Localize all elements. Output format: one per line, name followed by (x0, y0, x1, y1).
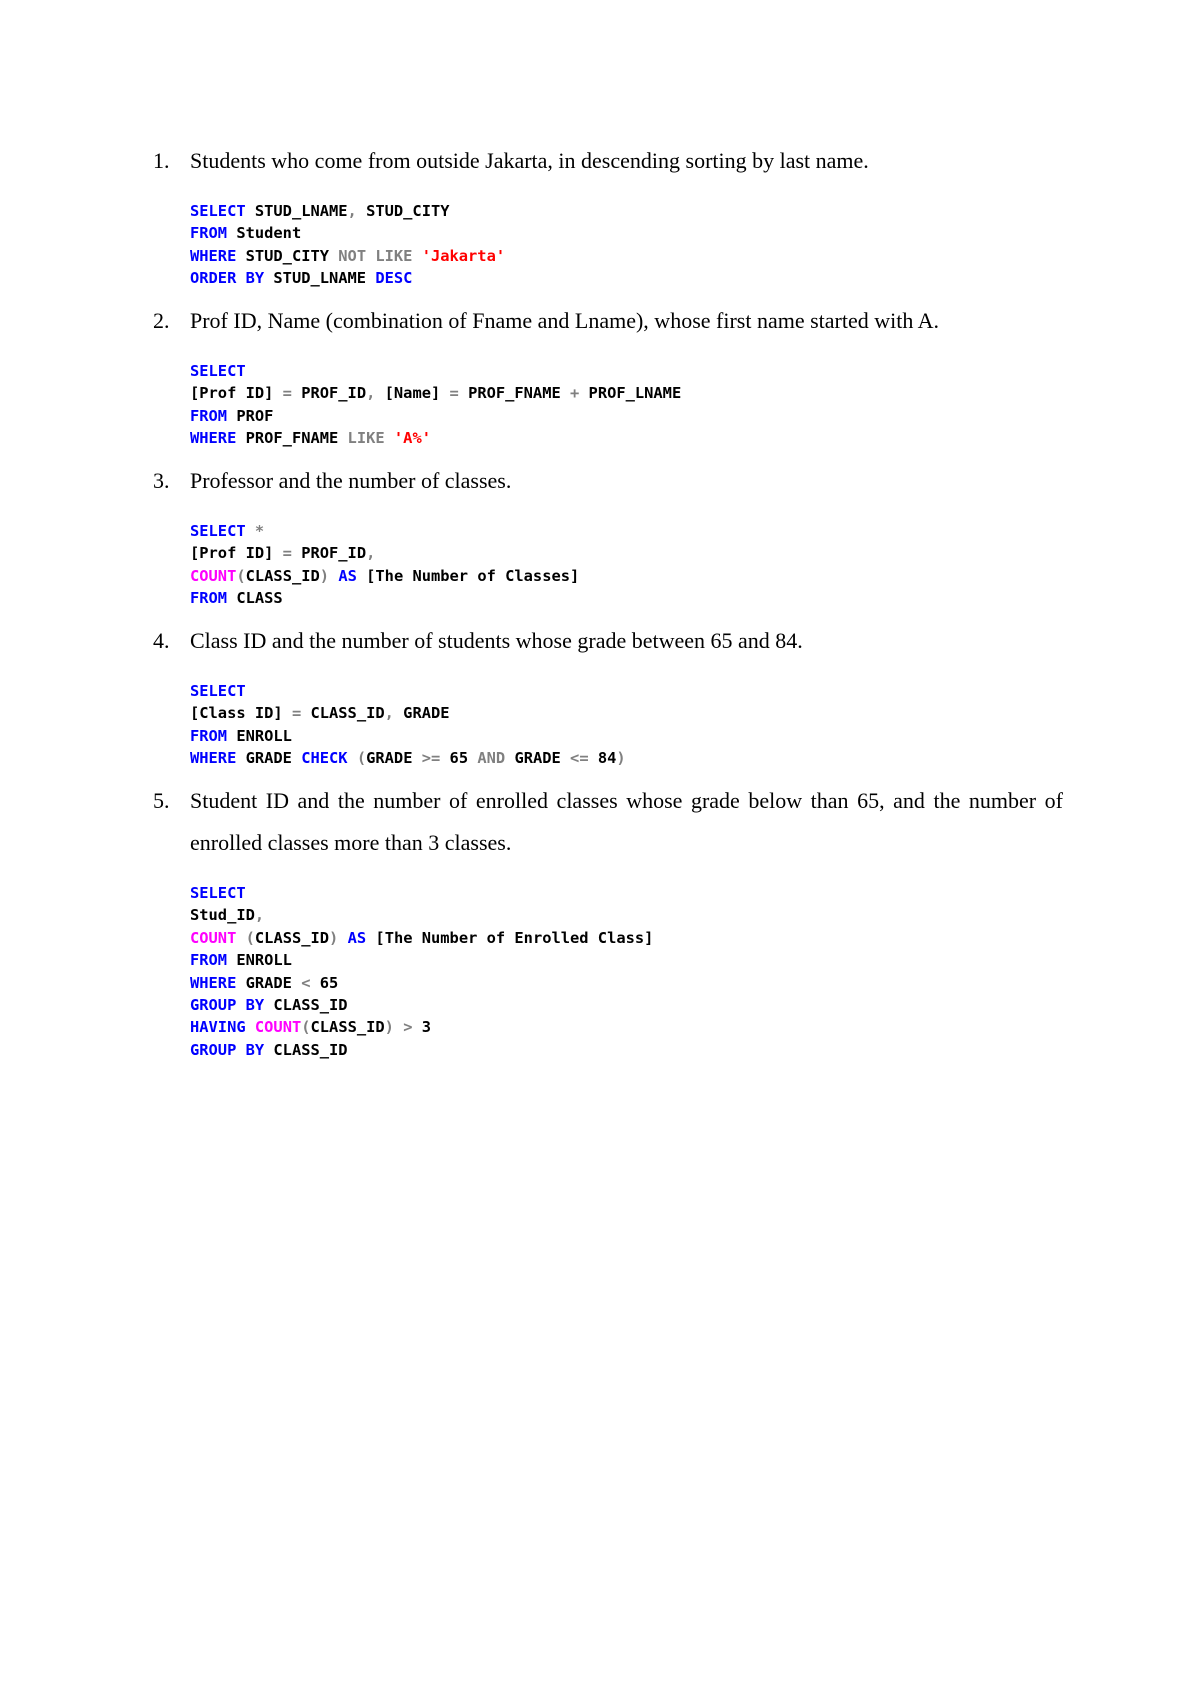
sql-operator: ) (616, 749, 626, 768)
sql-code-line (190, 702, 1063, 724)
sql-operator: LIKE (347, 429, 385, 448)
sql-keyword: FROM (190, 224, 228, 243)
sql-identifier (394, 1018, 403, 1036)
sql-identifier: CLASS (227, 589, 283, 608)
sql-keyword: FROM (190, 406, 228, 425)
sql-function: COUNT (254, 1018, 302, 1037)
sql-identifier: CLASS_ID (264, 996, 348, 1015)
sql-code-line (190, 542, 1063, 564)
sql-operator: , (347, 202, 357, 220)
sql-keyword: ORDER BY (190, 269, 265, 288)
sql-operator: = (282, 384, 292, 403)
sql-identifier: CLASS_ID (310, 1018, 385, 1037)
sql-code-line (190, 587, 1063, 609)
sql-keyword: SELECT (190, 202, 246, 220)
sql-keyword: CHECK (301, 749, 348, 768)
sql-code-line (190, 245, 1063, 267)
sql-operator: ( (356, 749, 367, 768)
question-item-5 (153, 788, 1063, 1061)
sql-function: COUNT (190, 566, 237, 585)
sql-code-line (190, 565, 1063, 587)
sql-code-block (190, 360, 1063, 450)
sql-code-block (190, 520, 1063, 610)
sql-operator: ( (236, 566, 246, 585)
sql-keyword: FROM (190, 726, 228, 745)
sql-identifier: [The Number of Classes] (356, 566, 580, 585)
sql-code-block (190, 680, 1063, 770)
question-text: Student ID and the number of enrolled classes whose grade below than 65, and the number of enrolled classes more than 3 classes. (190, 788, 1063, 855)
sql-operator: > (403, 1018, 413, 1037)
sql-operator: >= (421, 749, 441, 768)
sql-operator: + (570, 384, 580, 403)
sql-identifier: GRADE (505, 749, 571, 768)
question-item-2 (153, 308, 1063, 450)
sql-code-line (190, 222, 1063, 244)
sql-identifier (246, 522, 255, 540)
question-text: Prof ID, Name (combination of Fname and Lname), whose first name started with A. (190, 308, 940, 333)
sql-identifier (329, 567, 338, 585)
sql-identifier: PROF_ID (291, 384, 367, 403)
sql-identifier: [The Number of Enrolled Class] (366, 928, 654, 947)
sql-keyword: FROM (190, 951, 228, 970)
sql-code-line (190, 904, 1063, 926)
sql-operator: , (366, 384, 376, 403)
question-number: 4. (153, 628, 170, 653)
sql-code-line (190, 1016, 1063, 1038)
sql-operator: ) (319, 566, 330, 585)
question-text: Students who come from outside Jakarta, in descending sorting by last name. (190, 148, 869, 173)
sql-keyword: AS (347, 928, 367, 947)
sql-identifier: ENROLL (227, 726, 292, 745)
sql-code-block (190, 200, 1063, 290)
sql-identifier: CLASS_ID (301, 704, 385, 723)
sql-operator: ) (384, 1018, 394, 1037)
sql-identifier: PROF (227, 406, 274, 425)
sql-operator: , (366, 544, 376, 563)
sql-identifier: [Name] (375, 384, 450, 403)
sql-operator: ( (301, 1018, 311, 1037)
sql-identifier: CLASS_ID (254, 928, 330, 947)
sql-operator: * (254, 522, 265, 540)
question-item-4 (153, 628, 1063, 770)
sql-code-line (190, 882, 1063, 904)
sql-identifier (385, 429, 394, 447)
sql-keyword: SELECT (190, 884, 246, 902)
sql-identifier: GRADE (236, 973, 302, 992)
sql-keyword: WHERE (190, 246, 237, 265)
sql-identifier: 84 (588, 749, 617, 768)
sql-identifier (338, 929, 347, 947)
sql-identifier: STUD_LNAME (264, 269, 376, 288)
sql-operator: NOT LIKE (338, 246, 413, 265)
sql-code-line (190, 747, 1063, 769)
sql-keyword: WHERE (190, 973, 237, 992)
sql-operator: , (384, 704, 394, 723)
sql-keyword: SELECT (190, 362, 246, 380)
sql-identifier: CLASS_ID (264, 1040, 348, 1059)
sql-keyword: GROUP BY (190, 996, 265, 1015)
sql-identifier: STUD_LNAME (245, 202, 348, 220)
sql-identifier: GRADE (393, 704, 450, 723)
sql-identifier: 65 (440, 749, 478, 768)
sql-identifier: PROF_LNAME (579, 384, 682, 403)
sql-code-line (190, 360, 1063, 382)
sql-operator: , (254, 906, 265, 925)
sql-operator: ) (329, 928, 339, 947)
question-number: 1. (153, 148, 170, 173)
sql-identifier: 3 (412, 1018, 432, 1037)
sql-function: COUNT (190, 928, 237, 947)
sql-identifier (412, 247, 421, 265)
sql-identifier (348, 749, 357, 767)
question-item-3 (153, 468, 1063, 610)
question-item-1 (153, 148, 1063, 290)
sql-code-line (190, 267, 1063, 289)
sql-code-block (190, 882, 1063, 1061)
question-text: Professor and the number of classes. (190, 468, 512, 493)
sql-code-line (190, 972, 1063, 994)
sql-code-line (190, 1039, 1063, 1061)
sql-keyword: GROUP BY (190, 1040, 265, 1059)
sql-operator: = (291, 704, 302, 723)
sql-string: 'Jakarta' (421, 246, 506, 265)
sql-identifier: STUD_CITY (236, 246, 339, 265)
sql-identifier: GRADE (236, 749, 302, 768)
question-number: 5. (153, 788, 170, 813)
sql-operator: <= (570, 749, 589, 768)
sql-code-line (190, 927, 1063, 949)
question-text: Class ID and the number of students whose grade between 65 and 84. (190, 628, 803, 653)
sql-identifier: Student (227, 224, 302, 243)
sql-identifier: PROF_FNAME (236, 429, 348, 448)
sql-operator: = (282, 544, 292, 563)
sql-identifier: [Class ID] (190, 704, 292, 723)
sql-code-line (190, 520, 1063, 542)
sql-operator: < (301, 973, 311, 992)
sql-operator: = (449, 384, 459, 403)
sql-keyword: FROM (190, 589, 228, 608)
sql-code-line (190, 427, 1063, 449)
sql-identifier: CLASS_ID (245, 566, 320, 585)
sql-code-line (190, 949, 1063, 971)
sql-keyword: SELECT (190, 522, 246, 540)
sql-string: 'A%' (393, 429, 431, 448)
sql-identifier: GRADE (366, 749, 422, 768)
sql-operator: ( (245, 928, 255, 947)
sql-identifier: STUD_CITY (356, 202, 450, 220)
sql-keyword: HAVING (190, 1018, 246, 1037)
sql-keyword: WHERE (190, 749, 237, 768)
sql-identifier: PROF_FNAME (458, 384, 570, 403)
sql-operator: AND (477, 749, 506, 768)
sql-keyword: WHERE (190, 429, 237, 448)
sql-identifier: [Prof ID] (190, 544, 283, 563)
question-number: 3. (153, 468, 170, 493)
sql-identifier (246, 1018, 255, 1036)
sql-code-line (190, 382, 1063, 404)
sql-identifier: 65 (310, 973, 339, 992)
sql-code-line (190, 200, 1063, 222)
sql-identifier: ENROLL (227, 951, 292, 970)
sql-code-line (190, 725, 1063, 747)
question-number: 2. (153, 308, 170, 333)
sql-identifier: [Prof ID] (190, 384, 283, 403)
sql-identifier: Stud_ID (190, 906, 255, 925)
sql-code-line (190, 405, 1063, 427)
sql-keyword: SELECT (190, 682, 246, 700)
sql-keyword: AS (338, 566, 357, 585)
sql-identifier: PROF_ID (291, 544, 367, 563)
sql-code-line (190, 680, 1063, 702)
sql-code-line (190, 994, 1063, 1016)
sql-identifier (236, 929, 245, 947)
sql-keyword: DESC (375, 269, 413, 288)
